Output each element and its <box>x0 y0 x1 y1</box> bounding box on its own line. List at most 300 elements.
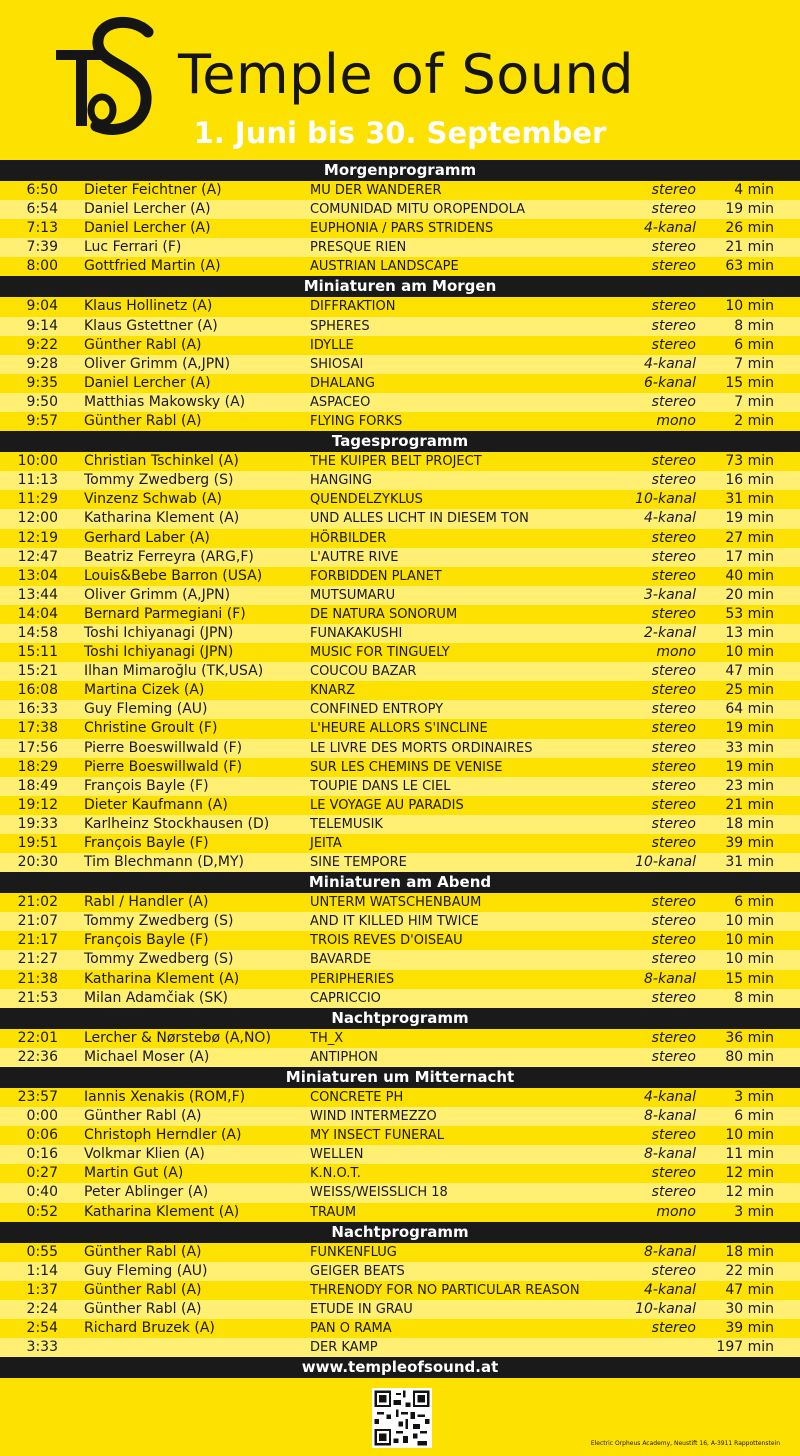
schedule-row <box>0 355 800 374</box>
section-heading: Nachtprogramm <box>0 1222 800 1243</box>
format-cell: stereo <box>651 758 696 775</box>
time-cell: 13:44 <box>17 586 58 603</box>
format-cell: stereo <box>651 796 696 813</box>
schedule-row <box>0 1107 800 1126</box>
duration-cell: 8 min <box>734 989 774 1006</box>
title-cell: FORBIDDEN PLANET <box>310 568 442 584</box>
artist-cell: Gottfried Martin (A) <box>84 258 221 275</box>
time-cell: 21:38 <box>17 970 58 987</box>
schedule-row <box>0 912 800 931</box>
artist-cell: Ilhan Mimaroğlu (TK,USA) <box>84 663 264 680</box>
artist-cell: François Bayle (F) <box>84 777 209 794</box>
title-cell: KNARZ <box>310 683 356 699</box>
schedule-row <box>0 257 800 276</box>
duration-cell: 40 min <box>725 567 774 584</box>
format-cell: 4-kanal <box>644 1088 696 1105</box>
format-cell: stereo <box>651 567 696 584</box>
format-cell: 8-kanal <box>644 1146 696 1163</box>
title-cell: MU DER WANDERER <box>310 183 442 198</box>
artist-cell: Christian Tschinkel (A) <box>84 453 239 470</box>
time-cell: 20:30 <box>17 854 58 871</box>
time-cell: 21:53 <box>17 989 58 1006</box>
artist-cell: Oliver Grimm (A,JPN) <box>84 355 231 372</box>
duration-cell: 6 min <box>734 336 774 353</box>
artist-cell: Pierre Boeswillwald (F) <box>84 739 243 756</box>
format-cell: stereo <box>651 548 696 565</box>
time-cell: 3:33 <box>26 1339 58 1356</box>
website-url: www.templeofsound.at <box>0 1357 800 1378</box>
schedule-row <box>0 681 800 700</box>
time-cell: 21:07 <box>17 913 58 930</box>
artist-cell: Guy Fleming (AU) <box>84 701 208 718</box>
artist-cell: Tim Blechmann (D,MY) <box>84 854 244 871</box>
artist-cell: Katharina Klement (A) <box>84 970 240 987</box>
duration-cell: 6 min <box>734 894 774 911</box>
format-cell: 4-kanal <box>644 1281 696 1298</box>
artist-cell: Martina Cizek (A) <box>84 682 205 699</box>
time-cell: 1:14 <box>26 1262 58 1279</box>
poster-title: Temple of Sound <box>178 43 635 106</box>
schedule-row <box>0 1281 800 1300</box>
time-cell: 21:27 <box>17 951 58 968</box>
format-cell: 8-kanal <box>644 970 696 987</box>
schedule-row <box>0 1088 800 1107</box>
artist-cell: Matthias Makowsky (A) <box>84 393 246 410</box>
duration-cell: 64 min <box>725 701 774 718</box>
duration-cell: 19 min <box>725 758 774 775</box>
duration-cell: 30 min <box>725 1300 774 1317</box>
schedule-row <box>0 931 800 950</box>
duration-cell: 10 min <box>725 913 774 930</box>
schedule-row <box>0 181 800 200</box>
artist-cell: Bernard Parmegiani (F) <box>84 605 246 622</box>
duration-cell: 17 min <box>725 548 774 565</box>
schedule-row <box>0 643 800 662</box>
duration-cell: 31 min <box>725 854 774 871</box>
time-cell: 6:54 <box>26 201 58 218</box>
format-cell: 3-kanal <box>644 586 696 603</box>
format-cell: stereo <box>651 1184 696 1201</box>
format-cell: stereo <box>651 720 696 737</box>
artist-cell: Vinzenz Schwab (A) <box>84 491 222 508</box>
format-cell: stereo <box>651 1048 696 1065</box>
artist-cell: Günther Rabl (A) <box>84 1243 202 1260</box>
format-cell: stereo <box>651 472 696 489</box>
time-cell: 19:33 <box>17 815 58 832</box>
duration-cell: 21 min <box>725 796 774 813</box>
schedule-row <box>0 297 800 316</box>
time-cell: 15:21 <box>17 663 58 680</box>
poster-header <box>0 0 800 160</box>
schedule-row <box>0 238 800 257</box>
time-cell: 22:36 <box>17 1048 58 1065</box>
time-cell: 19:12 <box>17 796 58 813</box>
duration-cell: 10 min <box>725 932 774 949</box>
time-cell: 16:08 <box>17 682 58 699</box>
duration-cell: 26 min <box>725 220 774 237</box>
time-cell: 2:24 <box>26 1300 58 1317</box>
time-cell: 0:52 <box>26 1203 58 1220</box>
schedule-row <box>0 1319 800 1338</box>
duration-cell: 47 min <box>725 1281 774 1298</box>
duration-cell: 12 min <box>725 1165 774 1182</box>
section-heading: Nachtprogramm <box>0 1008 800 1029</box>
duration-cell: 19 min <box>725 201 774 218</box>
time-cell: 7:39 <box>26 239 58 256</box>
time-cell: 19:51 <box>17 835 58 851</box>
schedule-row <box>0 586 800 605</box>
section-heading: Tagesprogramm <box>0 431 800 452</box>
schedule-row <box>0 374 800 393</box>
duration-cell: 2 min <box>734 413 774 430</box>
format-cell: stereo <box>651 201 696 218</box>
artist-cell: Katharina Klement (A) <box>84 1203 240 1220</box>
duration-cell: 16 min <box>725 472 774 489</box>
duration-cell: 15 min <box>725 374 774 391</box>
title-cell: K.N.O.T. <box>310 1166 361 1182</box>
duration-cell: 53 min <box>725 605 774 622</box>
time-cell: 1:37 <box>26 1281 58 1298</box>
artist-cell: Pierre Boeswillwald (F) <box>84 758 243 775</box>
duration-cell: 3 min <box>734 1088 774 1105</box>
duration-cell: 10 min <box>725 1127 774 1144</box>
artist-cell: Martin Gut (A) <box>84 1165 184 1182</box>
schedule-row <box>0 1243 800 1262</box>
artist-cell: Dieter Kaufmann (A) <box>84 796 228 813</box>
artist-cell: Karlheinz Stockhausen (D) <box>84 815 270 832</box>
schedule-row <box>0 739 800 758</box>
artist-cell: Daniel Lercher (A) <box>84 201 211 218</box>
title-cell: AND IT KILLED HIM TWICE <box>310 914 479 930</box>
format-cell: stereo <box>651 663 696 680</box>
title-cell: SHIOSAI <box>310 356 364 372</box>
artist-cell: Katharina Klement (A) <box>84 510 240 527</box>
artist-cell: François Bayle (F) <box>84 932 209 949</box>
duration-cell: 18 min <box>725 815 774 832</box>
time-cell: 9:28 <box>26 355 58 372</box>
schedule-row <box>0 490 800 509</box>
duration-cell: 23 min <box>725 777 774 794</box>
time-cell: 21:02 <box>17 894 58 911</box>
artist-cell: Rabl / Handler (A) <box>84 894 209 911</box>
artist-cell: Günther Rabl (A) <box>84 413 202 430</box>
artist-cell: Klaus Gstettner (A) <box>84 317 218 334</box>
artist-cell: Peter Ablinger (A) <box>84 1184 209 1201</box>
format-cell: 6-kanal <box>644 374 696 391</box>
duration-cell: 19 min <box>725 510 774 527</box>
schedule-row <box>0 1048 800 1067</box>
artist-cell: Tommy Zwedberg (S) <box>84 472 234 489</box>
time-cell: 11:13 <box>17 472 58 489</box>
artist-cell: Toshi Ichiyanagi (JPN) <box>84 644 234 661</box>
time-cell: 9:14 <box>26 317 58 334</box>
schedule-row <box>0 471 800 490</box>
title-cell: ASPACEO <box>310 394 371 410</box>
time-cell: 0:16 <box>26 1146 58 1163</box>
format-cell: stereo <box>651 239 696 256</box>
schedule-row <box>0 777 800 796</box>
format-cell: 8-kanal <box>644 1243 696 1260</box>
schedule-row <box>0 200 800 219</box>
time-cell: 17:56 <box>17 739 58 756</box>
time-cell: 10:00 <box>17 453 58 470</box>
title-cell: JEITA <box>310 836 342 851</box>
time-cell: 14:58 <box>17 624 58 641</box>
artist-cell: Christoph Herndler (A) <box>84 1127 242 1144</box>
title-cell: WIND INTERMEZZO <box>310 1109 437 1125</box>
section-heading: Miniaturen um Mitternacht <box>0 1067 800 1088</box>
format-cell: stereo <box>651 777 696 794</box>
artist-cell: Volkmar Klien (A) <box>84 1146 205 1163</box>
format-cell: stereo <box>651 932 696 949</box>
artist-cell: Louis&Bebe Barron (USA) <box>84 567 263 584</box>
format-cell: mono <box>656 413 696 430</box>
duration-cell: 21 min <box>725 239 774 256</box>
title-cell: L'AUTRE RIVE <box>310 549 399 565</box>
artist-cell: Toshi Ichiyanagi (JPN) <box>84 624 234 641</box>
section-heading: Miniaturen am Abend <box>0 872 800 893</box>
duration-cell: 33 min <box>725 739 774 756</box>
time-cell: 21:17 <box>17 932 58 949</box>
title-cell: BAVARDE <box>310 952 372 968</box>
schedule-row <box>0 452 800 471</box>
title-cell: FUNKENFLUG <box>310 1244 397 1260</box>
time-cell: 18:49 <box>17 777 58 794</box>
format-cell: stereo <box>651 453 696 470</box>
title-cell: QUENDELZYKLUS <box>310 492 423 508</box>
schedule-row <box>0 219 800 238</box>
time-cell: 9:57 <box>26 413 58 430</box>
artist-cell: Günther Rabl (A) <box>84 1108 202 1125</box>
format-cell: stereo <box>651 815 696 832</box>
title-cell: TH_X <box>310 1030 344 1046</box>
time-cell: 23:57 <box>17 1088 58 1105</box>
title-cell: SPHERES <box>310 318 370 334</box>
time-cell: 0:00 <box>26 1108 58 1125</box>
artist-cell: Richard Bruzek (A) <box>84 1319 215 1336</box>
artist-cell: Günther Rabl (A) <box>84 1281 202 1298</box>
format-cell: 4-kanal <box>644 355 696 372</box>
title-cell: IDYLLE <box>310 337 354 353</box>
time-cell: 9:04 <box>26 298 58 315</box>
schedule-row <box>0 1262 800 1281</box>
time-cell: 0:55 <box>26 1243 58 1260</box>
title-cell: MUSIC FOR TINGUELY <box>310 645 450 661</box>
season-dates: 1. Juni bis 30. September <box>193 116 607 150</box>
schedule-row <box>0 567 800 586</box>
format-cell: stereo <box>651 739 696 756</box>
format-cell: stereo <box>651 951 696 968</box>
duration-cell: 27 min <box>725 529 774 546</box>
format-cell: stereo <box>651 1127 696 1144</box>
format-cell: stereo <box>651 336 696 353</box>
format-cell: stereo <box>651 701 696 718</box>
time-cell: 15:11 <box>17 644 58 661</box>
duration-cell: 197 min <box>716 1339 774 1356</box>
qr-code-icon <box>372 1388 432 1448</box>
artist-cell: Milan Adamčiak (SK) <box>84 989 228 1006</box>
title-cell: PAN O RAMA <box>310 1320 392 1336</box>
duration-cell: 63 min <box>725 258 774 275</box>
duration-cell: 73 min <box>725 453 774 470</box>
duration-cell: 25 min <box>725 682 774 699</box>
schedule-row <box>0 893 800 912</box>
time-cell: 6:50 <box>26 182 58 198</box>
time-cell: 14:04 <box>17 605 58 622</box>
duration-cell: 3 min <box>734 1203 774 1220</box>
title-cell: MY INSECT FUNERAL <box>310 1128 445 1144</box>
schedule-row <box>0 1126 800 1145</box>
title-cell: SINE TEMPORE <box>310 855 407 871</box>
schedule-row <box>0 412 800 431</box>
format-cell: stereo <box>651 393 696 410</box>
artist-cell: Guy Fleming (AU) <box>84 1262 208 1279</box>
time-cell: 16:33 <box>17 701 58 718</box>
format-cell: 4-kanal <box>644 510 696 527</box>
time-cell: 9:35 <box>26 374 58 391</box>
artist-cell: Daniel Lercher (A) <box>84 220 211 237</box>
duration-cell: 39 min <box>725 1319 774 1336</box>
format-cell: 10-kanal <box>635 854 696 871</box>
duration-cell: 10 min <box>725 644 774 661</box>
title-cell: PRESQUE RIEN <box>310 240 407 256</box>
title-cell: PERIPHERIES <box>310 971 395 987</box>
schedule-row <box>0 950 800 969</box>
schedule-row <box>0 834 800 853</box>
schedule-row <box>0 529 800 548</box>
title-cell: UND ALLES LICHT IN DIESEM TON <box>310 511 529 527</box>
format-cell: mono <box>656 1203 696 1220</box>
schedule-row <box>0 336 800 355</box>
artist-cell: Gerhard Laber (A) <box>84 529 210 546</box>
title-cell: HANGING <box>310 473 373 489</box>
format-cell: 10-kanal <box>635 1300 696 1317</box>
artist-cell: Tommy Zwedberg (S) <box>84 913 234 930</box>
artist-cell: Lercher & Nørstebø (A,NO) <box>84 1029 271 1046</box>
time-cell: 8:00 <box>26 258 58 275</box>
format-cell: stereo <box>651 913 696 930</box>
title-cell: TROIS REVES D'OISEAU <box>310 933 463 949</box>
duration-cell: 4 min <box>734 182 774 198</box>
duration-cell: 15 min <box>725 970 774 987</box>
duration-cell: 20 min <box>725 586 774 603</box>
title-cell: MUTSUMARU <box>310 587 396 603</box>
schedule-row <box>0 796 800 815</box>
schedule-row <box>0 700 800 719</box>
duration-cell: 12 min <box>725 1184 774 1201</box>
schedule-row <box>0 1164 800 1183</box>
format-cell: stereo <box>651 989 696 1006</box>
time-cell: 9:50 <box>26 393 58 410</box>
format-cell: stereo <box>651 835 696 851</box>
duration-cell: 31 min <box>725 491 774 508</box>
time-cell: 13:04 <box>17 567 58 584</box>
format-cell: stereo <box>651 529 696 546</box>
schedule-row <box>0 719 800 738</box>
title-cell: FLYING FORKS <box>310 414 403 430</box>
duration-cell: 6 min <box>734 1108 774 1125</box>
format-cell: 2-kanal <box>644 624 696 641</box>
format-cell: mono <box>656 644 696 661</box>
artist-cell: Daniel Lercher (A) <box>84 374 211 391</box>
artist-cell: Iannis Xenakis (ROM,F) <box>84 1088 246 1105</box>
title-cell: THRENODY FOR NO PARTICULAR REASON <box>310 1282 580 1298</box>
time-cell: 12:19 <box>17 529 58 546</box>
title-cell: TOUPIE DANS LE CIEL <box>310 778 451 794</box>
title-cell: CONFINED ENTROPY <box>310 702 444 718</box>
format-cell: stereo <box>651 682 696 699</box>
artist-cell: Christine Groult (F) <box>84 720 218 737</box>
duration-cell: 19 min <box>725 720 774 737</box>
artist-cell: Luc Ferrari (F) <box>84 239 182 256</box>
schedule-row <box>0 970 800 989</box>
time-cell: 12:00 <box>17 510 58 527</box>
title-cell: COMUNIDAD MITU OROPENDOLA <box>310 202 526 218</box>
duration-cell: 80 min <box>725 1048 774 1065</box>
time-cell: 0:27 <box>26 1165 58 1182</box>
duration-cell: 22 min <box>725 1262 774 1279</box>
title-cell: DE NATURA SONORUM <box>310 606 458 622</box>
time-cell: 0:40 <box>26 1184 58 1201</box>
title-cell: WEISS/WEISSLICH 18 <box>310 1185 448 1201</box>
title-cell: DER KAMP <box>310 1340 378 1356</box>
schedule-row <box>0 548 800 567</box>
schedule-row <box>0 1338 800 1357</box>
artist-cell: Oliver Grimm (A,JPN) <box>84 586 231 603</box>
title-cell: ETUDE IN GRAU <box>310 1301 413 1317</box>
title-cell: TELEMUSIK <box>310 816 383 832</box>
title-cell: SUR LES CHEMINS DE VENISE <box>310 759 503 775</box>
time-cell: 18:29 <box>17 758 58 775</box>
duration-cell: 10 min <box>725 298 774 315</box>
title-cell: AUSTRIAN LANDSCAPE <box>310 259 459 275</box>
schedule-row <box>0 1300 800 1319</box>
schedule-row <box>0 853 800 872</box>
title-cell: EUPHONIA / PARS STRIDENS <box>310 221 494 237</box>
format-cell: stereo <box>651 1029 696 1046</box>
artist-cell: François Bayle (F) <box>84 835 209 851</box>
time-cell: 22:01 <box>17 1029 58 1046</box>
title-cell: WELLEN <box>310 1147 364 1163</box>
schedule-row <box>0 317 800 336</box>
schedule-row <box>0 1145 800 1164</box>
schedule-row <box>0 1183 800 1202</box>
format-cell: 8-kanal <box>644 1108 696 1125</box>
schedule-row <box>0 393 800 412</box>
title-cell: THE KUIPER BELT PROJECT <box>310 454 482 470</box>
schedule-row <box>0 1029 800 1048</box>
format-cell: stereo <box>651 258 696 275</box>
time-cell: 11:29 <box>17 491 58 508</box>
footer-address: Electric Orpheus Academy, Neustift 16, A-3911 Rappottenstein <box>590 1440 780 1447</box>
schedule-row <box>0 509 800 528</box>
title-cell: FUNAKAKUSHI <box>310 625 403 641</box>
title-cell: L'HEURE ALLORS S'INCLINE <box>310 721 488 737</box>
schedule-row <box>0 1203 800 1222</box>
title-cell: COUCOU BAZAR <box>310 664 417 680</box>
format-cell: 4-kanal <box>644 220 696 237</box>
duration-cell: 7 min <box>734 355 774 372</box>
section-heading: Miniaturen am Morgen <box>0 276 800 297</box>
format-cell: 10-kanal <box>635 491 696 508</box>
duration-cell: 13 min <box>725 624 774 641</box>
format-cell: stereo <box>651 298 696 315</box>
title-cell: HÖRBILDER <box>310 530 387 546</box>
title-cell: LE VOYAGE AU PARADIS <box>310 797 464 813</box>
format-cell: stereo <box>651 894 696 911</box>
duration-cell: 36 min <box>725 1029 774 1046</box>
time-cell: 9:22 <box>26 336 58 353</box>
